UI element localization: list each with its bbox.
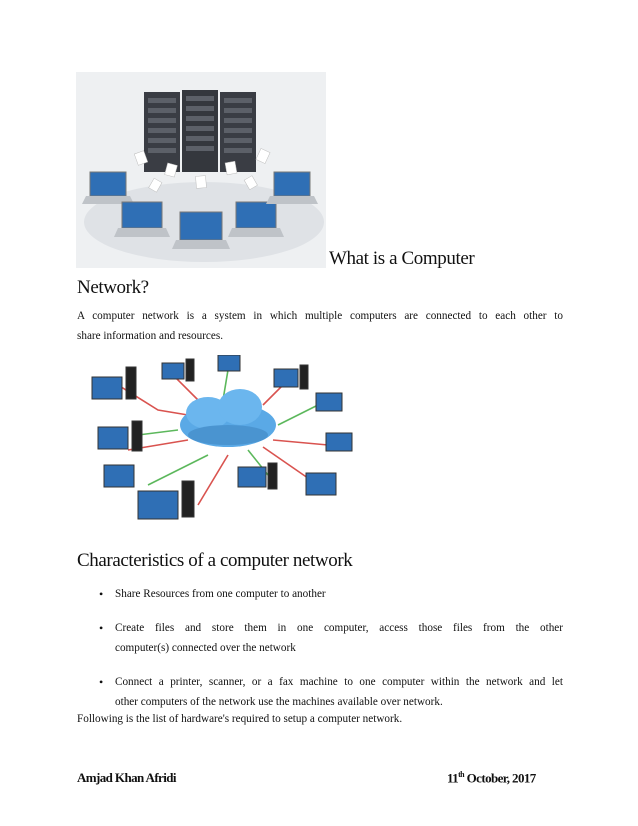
list-item-line-1: Share Resources from one computer to another (115, 588, 326, 600)
list-item-line-1: Connect a printer, scanner, or a fax machine to one computer within the network and let (115, 676, 563, 688)
footer-date (447, 770, 536, 786)
bullet-icon: • (99, 587, 104, 601)
list-item (77, 618, 563, 658)
list-item (77, 672, 563, 712)
server-laptops-illustration (76, 72, 326, 268)
footer-date-day: 11 (447, 770, 459, 786)
intro-line-2: share information and resources. (77, 330, 224, 342)
cloud-network-illustration (78, 355, 356, 535)
footer-date-suffix: th (458, 770, 465, 779)
bullet-icon: • (99, 675, 104, 689)
list-item-line-2: computer(s) connected over the network (115, 642, 296, 654)
page-title-part1: What is a Computer (329, 248, 475, 269)
list-item-line-2: other computers of the network use the machines available over network. (115, 696, 443, 708)
footer-author: Amjad Khan Afridi (77, 770, 176, 785)
page-title-part2: Network? (77, 277, 149, 298)
hardware-intro-text: Following is the list of hardware's required to setup a computer network. (77, 713, 403, 725)
list-item-line-1: Create files and store them in one computer, access those files from the other (115, 622, 563, 634)
characteristics-list (77, 584, 563, 726)
section-heading-characteristics: Characteristics of a computer network (77, 550, 353, 571)
footer-date-rest: October, 2017 (464, 770, 536, 786)
intro-paragraph (77, 306, 563, 346)
intro-line-1: A computer network is a system in which multiple computers are connected to each other to (77, 310, 563, 322)
bullet-icon: • (99, 621, 104, 635)
list-item (77, 584, 563, 604)
server-rack-group (144, 90, 256, 172)
